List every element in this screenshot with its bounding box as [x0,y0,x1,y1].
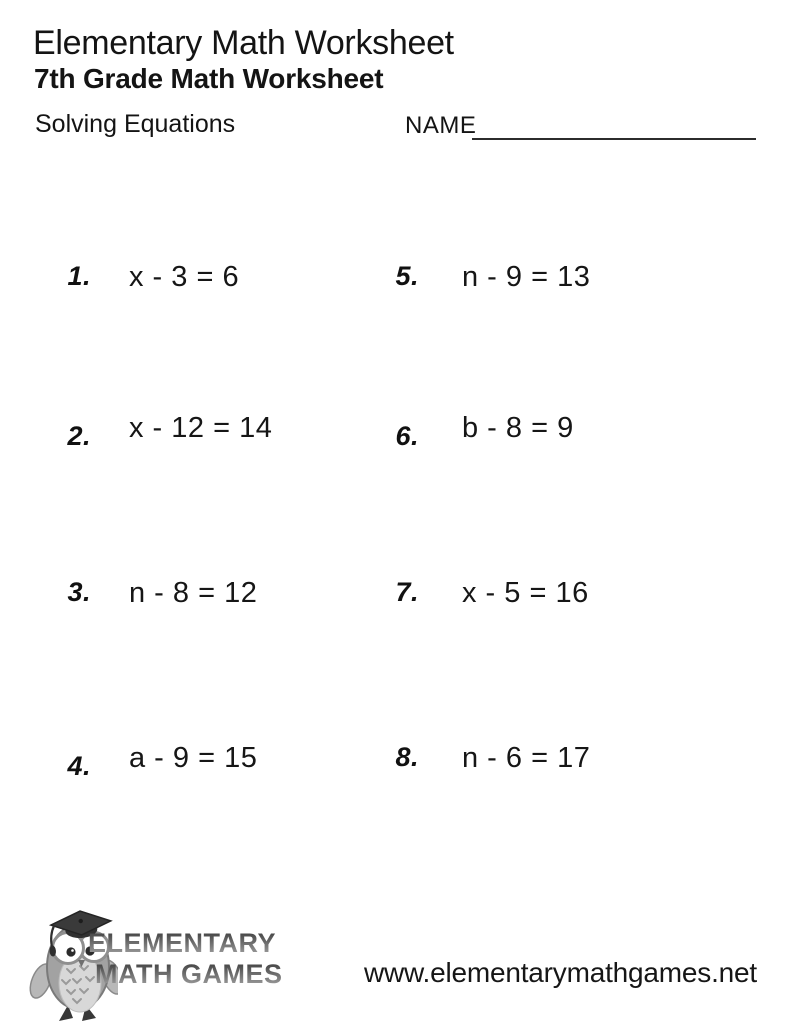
logo-line-1: ELEMENTARY [88,928,277,958]
logo-wordmark [88,928,283,990]
problem-equation: n - 8 = 12 [129,577,258,609]
problem-4 [36,742,258,781]
problem-equation: n - 6 = 17 [462,742,591,774]
section-title: Solving Equations [35,110,236,138]
logo-line-2: MATH GAMES [95,959,283,989]
problem-equation: x - 3 = 6 [129,261,240,293]
problem-number: 3. [67,577,91,607]
problem-2 [36,412,273,451]
problem-8 [364,742,590,775]
problem-number: 2. [67,421,91,451]
website-url: www.elementarymathgames.net [364,957,757,988]
problem-6 [364,412,574,451]
problem-number: 8. [395,742,419,772]
name-label: NAME [405,112,477,139]
problem-number: 4. [67,751,91,781]
problem-5 [364,261,590,294]
problem-1 [36,261,239,294]
problem-equation: x - 5 = 16 [462,577,589,609]
problem-number: 7. [395,577,419,607]
problem-equation: b - 8 = 9 [462,412,574,444]
name-blank-line [472,116,756,140]
problem-equation: n - 9 = 13 [462,261,591,293]
problem-number: 1. [67,261,91,291]
problem-3 [36,577,257,610]
problem-number: 5. [395,261,419,291]
page-title: Elementary Math Worksheet [33,24,454,62]
problem-7 [364,577,589,610]
problem-equation: x - 12 = 14 [129,412,273,444]
page-subtitle: 7th Grade Math Worksheet [34,63,384,94]
problem-equation: a - 9 = 15 [129,742,258,774]
problem-number: 6. [395,421,419,451]
